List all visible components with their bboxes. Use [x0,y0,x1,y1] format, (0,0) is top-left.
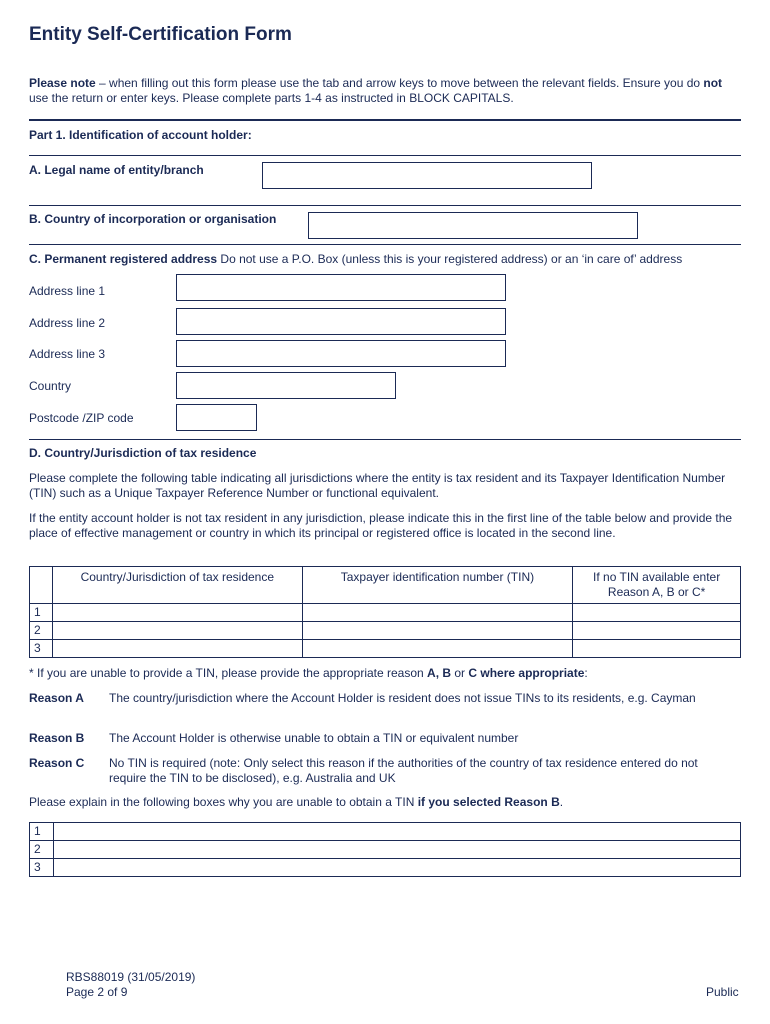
row-number: 3 [30,640,53,658]
country-cell-input[interactable] [52,622,302,640]
legal-name-input[interactable] [262,162,592,189]
tin-cell-input[interactable] [302,604,573,622]
divider [29,205,741,206]
part1-heading: Part 1. Identification of account holder: [29,128,252,142]
postcode-input[interactable] [176,404,257,431]
table-row [30,823,741,841]
row-number: 3 [30,859,54,877]
registered-address-label: C. Permanent registered address Do not use a P.O. Box (unless this is your registered address) or an ‘in care of’ address [29,252,683,266]
table-header-row [30,567,741,604]
explanation-input[interactable] [54,841,741,859]
tax-residence-table [29,566,741,658]
table-row [30,622,741,640]
tax-residence-heading: D. Country/Jurisdiction of tax residence [29,446,257,460]
legal-name-label: A. Legal name of entity/branch [29,163,204,177]
classification-label: Public [706,985,739,999]
address-line2-label: Address line 2 [29,316,106,330]
tin-reason-intro: * If you are unable to provide a TIN, please provide the appropriate reason A, B or C where appropriate: [29,666,588,680]
reason-cell-input[interactable] [573,604,741,622]
country-input[interactable] [176,372,396,399]
tin-cell-input[interactable] [302,640,573,658]
note-lead: Please note [29,76,96,90]
reason-cell-input[interactable] [573,640,741,658]
table-row [30,841,741,859]
reason-a-text: The country/jurisdiction where the Account Holder is resident does not issue TINs to its residents, e.g. Cayman [109,691,696,705]
reason-c-text: No TIN is required (note: Only select this reason if the authorities of the country of tax residence entered do not require the TIN to be disclosed), e.g. Australia and UK [109,756,698,785]
reason-c-key: Reason C [29,756,85,770]
address-line3-input[interactable] [176,340,506,367]
column-header-country: Country/Jurisdiction of tax residence [52,567,302,604]
explanation-input[interactable] [54,823,741,841]
reason-cell-input[interactable] [573,622,741,640]
tin-cell-input[interactable] [302,622,573,640]
divider [29,439,741,440]
table-row [30,604,741,622]
country-cell-input[interactable] [52,640,302,658]
explanation-input[interactable] [54,859,741,877]
reason-b-explain-instruction: Please explain in the following boxes why you are unable to obtain a TIN if you selected Reason B. [29,795,564,809]
address-line2-input[interactable] [176,308,506,335]
divider [29,119,741,121]
reason-b-text: The Account Holder is otherwise unable to obtain a TIN or equivalent number [109,731,519,745]
column-header-reason: If no TIN available enter Reason A, B or C* [573,567,741,604]
reason-b-key: Reason B [29,731,85,745]
country-label: Country [29,379,72,393]
instructions-note: Please note – when filling out this form please use the tab and arrow keys to move between the relevant fields. Ensure you do not use the return or enter keys. Please complete parts 1-4 as instructed in BLOCK CAPITALS. [29,76,723,105]
row-number: 2 [30,622,53,640]
table-corner-cell [30,567,53,604]
table-row [30,859,741,877]
row-number: 1 [30,604,53,622]
reason-b-explanation-table [29,822,741,877]
no-residence-instructions: If the entity account holder is not tax resident in any jurisdiction, please indicate this in the first line of the table below and provide the place of effective management or country in which its principal or registered office is located in the second line. [29,511,733,540]
address-line1-label: Address line 1 [29,284,106,298]
country-incorporation-label: B. Country of incorporation or organisation [29,212,277,226]
form-title: Entity Self-Certification Form [29,24,292,45]
table-row [30,640,741,658]
row-number: 2 [30,841,54,859]
address-line1-input[interactable] [176,274,506,301]
address-line3-label: Address line 3 [29,347,106,361]
form-reference: RBS88019 (31/05/2019) [66,970,196,984]
postcode-label: Postcode /ZIP code [29,411,134,425]
reason-a-key: Reason A [29,691,84,705]
row-number: 1 [30,823,54,841]
divider [29,244,741,245]
column-header-tin: Taxpayer identification number (TIN) [302,567,573,604]
page-number: Page 2 of 9 [66,985,128,999]
country-cell-input[interactable] [52,604,302,622]
divider [29,155,741,156]
country-incorporation-input[interactable] [308,212,638,239]
tax-residence-instructions: Please complete the following table indicating all jurisdictions where the entity is tax resident and its Taxpayer Identification Number (TIN) such as a Unique Taxpayer Reference Number or functional equivalent. [29,471,726,500]
